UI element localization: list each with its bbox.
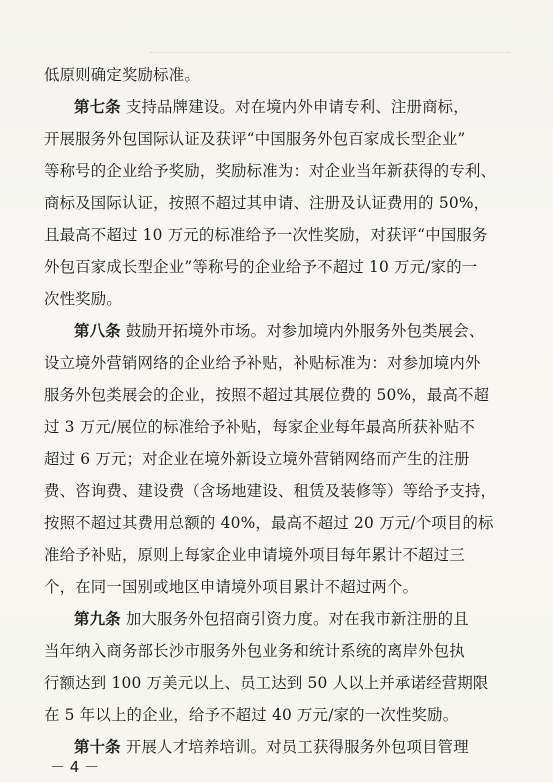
- text-line: 设立境外营销网络的企业给予补贴，补贴标准为：对参加境内外: [44, 354, 481, 372]
- text-line: 超过 6 万元；对企业在境外新设立境外营销网络而产生的注册: [44, 450, 470, 468]
- text-line: 低原则确定奖励标准。: [44, 66, 200, 84]
- article-9-line: [74, 604, 514, 634]
- text-line: 等称号的企业给予奖励，奖励标准为：对企业当年新获得的专利、: [44, 162, 497, 180]
- text-line: 费、咨询费、建设费（含场地建设、租赁及装修等）等给予支持，: [44, 482, 497, 500]
- article-7-text: 支持品牌建设。对在境内外申请专利、注册商标，: [120, 98, 469, 116]
- article-8-heading: 第八条: [74, 322, 121, 340]
- text-line: 准给予补贴，原则上每家企业申请境外项目每年累计不超过三: [44, 546, 465, 564]
- article-7-line: [74, 92, 514, 122]
- text-line: 过 3 万元/展位的标准给予补贴，每家企业每年最高所获补贴不: [44, 418, 475, 436]
- text-line: 开展服务外包国际认证及获评“中国服务外包百家成长型企业”: [44, 130, 466, 148]
- text-line: 服务外包类展会的企业，按照不超过其展位费的 50%，最高不超: [44, 386, 490, 404]
- text-line: 且最高不超过 10 万元的标准给予一次性奖励，对获评“中国服务: [44, 226, 488, 244]
- article-10-text: 开展人才培养培训。对员工获得服务外包项目管理: [120, 738, 469, 756]
- text-line: 个，在同一国别或地区申请境外项目累计不超过两个。: [44, 578, 419, 596]
- article-9-text: 加大服务外包招商引资力度。对在我市新注册的且: [120, 610, 469, 628]
- text-line: 外包百家成长型企业”等称号的企业给予不超过 10 万元/家的一: [44, 258, 478, 276]
- bleed-through-mark: [150, 52, 510, 56]
- article-8-text: 鼓励开拓境外市场。对参加境内外服务外包类展会、: [120, 322, 485, 340]
- article-7-heading: 第七条: [74, 98, 121, 116]
- text-line: 按照不超过其费用总额的 40%，最高不超过 20 万元/个项目的标: [44, 514, 494, 532]
- text-line: 在 5 年以上的企业，给予不超过 40 万元/家的一次性奖励。: [44, 706, 459, 724]
- article-10-line: [74, 732, 514, 762]
- text-line: 商标及国际认证，按照不超过其申请、注册及认证费用的 50%，: [44, 194, 490, 212]
- article-8-line: [74, 316, 514, 346]
- text-line: 行额达到 100 万美元以上、员工达到 50 人以上并承诺经营期限: [44, 674, 489, 692]
- article-10-heading: 第十条: [74, 738, 121, 756]
- article-9-heading: 第九条: [74, 610, 121, 628]
- page-number: － 4 －: [50, 758, 100, 776]
- text-line: 次性奖励。: [44, 290, 122, 308]
- text-line: 当年纳入商务部长沙市服务外包业务和统计系统的离岸外包执: [44, 642, 465, 660]
